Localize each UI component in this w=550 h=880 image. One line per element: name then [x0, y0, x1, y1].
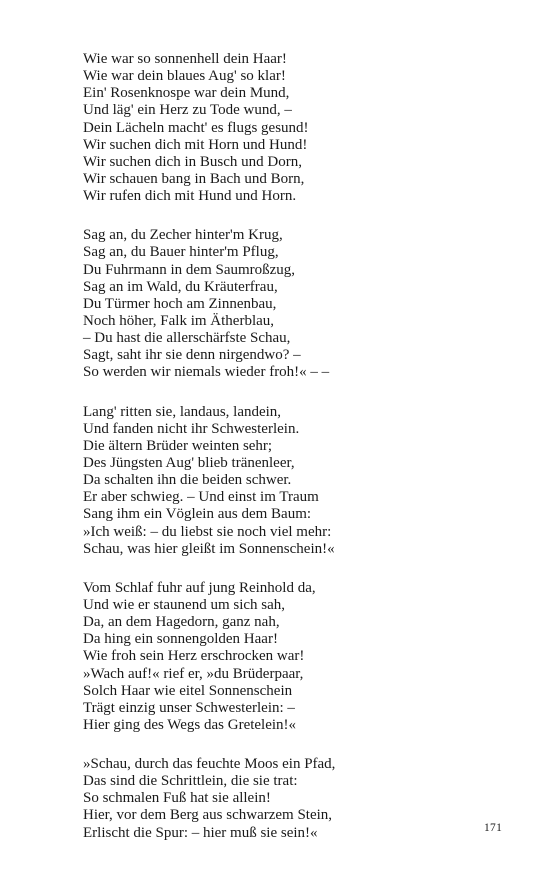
- poem-line: Schau, was hier gleißt im Sonnenschein!«: [83, 540, 335, 557]
- poem-line: – Du hast die allerschärfste Schau,: [83, 330, 291, 347]
- poem-line: Wir rufen dich mit Hund und Horn.: [83, 188, 297, 205]
- poem-line: Trägt einzig unser Schwesterlein: –: [83, 699, 295, 716]
- poem-line: Er aber schwieg. – Und einst im Traum: [83, 489, 319, 506]
- stanza-5: [83, 756, 503, 842]
- poem-line: Du Fuhrmann in dem Saumroßzug,: [83, 261, 296, 278]
- poem-line: So werden wir niemals wieder froh!« – –: [83, 364, 330, 381]
- poem-line: Sag an, du Bauer hinter'm Pflug,: [83, 244, 279, 261]
- poem-line: Wir suchen dich mit Horn und Hund!: [83, 136, 308, 153]
- poem-line: Dein Lächeln macht' es flugs gesund!: [83, 119, 309, 136]
- poem-line: Lang' ritten sie, landaus, landein,: [83, 403, 282, 420]
- poem-line: Des Jüngsten Aug' blieb tränenleer,: [83, 454, 295, 471]
- poem-line: Wie froh sein Herz erschrocken war!: [83, 648, 305, 665]
- poem-line: Sag an im Wald, du Kräuterfrau,: [83, 278, 278, 295]
- poem-line: Wie war dein blaues Aug' so klar!: [83, 68, 286, 85]
- poem-line: »Ich weiß: – du liebst sie noch viel mehr:: [83, 523, 332, 540]
- poem-line: »Wach auf!« rief er, »du Brüderpaar,: [83, 665, 304, 682]
- poem-line: Hier ging des Wegs das Gretelein!«: [83, 716, 297, 733]
- stanza-1: [83, 51, 503, 205]
- poem-line: Ein' Rosenknospe war dein Mund,: [83, 85, 290, 102]
- poem-line: Solch Haar wie eitel Sonnenschein: [83, 682, 293, 699]
- poem-line: Sagt, saht ihr sie denn nirgendwo? –: [83, 347, 301, 364]
- poem-text: [83, 51, 503, 864]
- poem-line: Wie war so sonnenhell dein Haar!: [83, 51, 287, 67]
- poem-line: Da, an dem Hagedorn, ganz nah,: [83, 614, 280, 631]
- stanza-2: [83, 227, 503, 381]
- poem-line: Wir suchen dich in Busch und Dorn,: [83, 153, 302, 170]
- poem-line: Die ältern Brüder weinten sehr;: [83, 437, 273, 454]
- poem-line: Hier, vor dem Berg aus schwarzem Stein,: [83, 807, 333, 824]
- poem-line: Sang ihm ein Vöglein aus dem Baum:: [83, 506, 312, 523]
- poem-line: »Schau, durch das feuchte Moos ein Pfad,: [83, 756, 336, 773]
- poem-line: Du Türmer hoch am Zinnenbau,: [83, 295, 277, 312]
- poem-line: Erlischt die Spur: – hier muß sie sein!«: [83, 824, 318, 841]
- poem-line: Sag an, du Zecher hinter'm Krug,: [83, 227, 283, 244]
- poem-line: Und läg' ein Herz zu Tode wund, –: [83, 102, 292, 119]
- stanza-3: [83, 404, 503, 558]
- poem-line: Vom Schlaf fuhr auf jung Reinhold da,: [83, 579, 316, 596]
- poem-line: Und fanden nicht ihr Schwesterlein.: [83, 420, 300, 437]
- poem-line: Und wie er staunend um sich sah,: [83, 596, 286, 613]
- poem-line: Da hing ein sonnengolden Haar!: [83, 631, 278, 648]
- poem-line: So schmalen Fuß hat sie allein!: [83, 790, 271, 807]
- page-number: 171: [484, 822, 503, 834]
- poem-line: Da schalten ihn die beiden schwer.: [83, 472, 292, 489]
- stanza-4: [83, 580, 503, 734]
- poem-line: Das sind die Schrittlein, die sie trat:: [83, 773, 298, 790]
- poem-line: Wir schauen bang in Bach und Born,: [83, 170, 305, 187]
- poem-line: Noch höher, Falk im Ätherblau,: [83, 312, 275, 329]
